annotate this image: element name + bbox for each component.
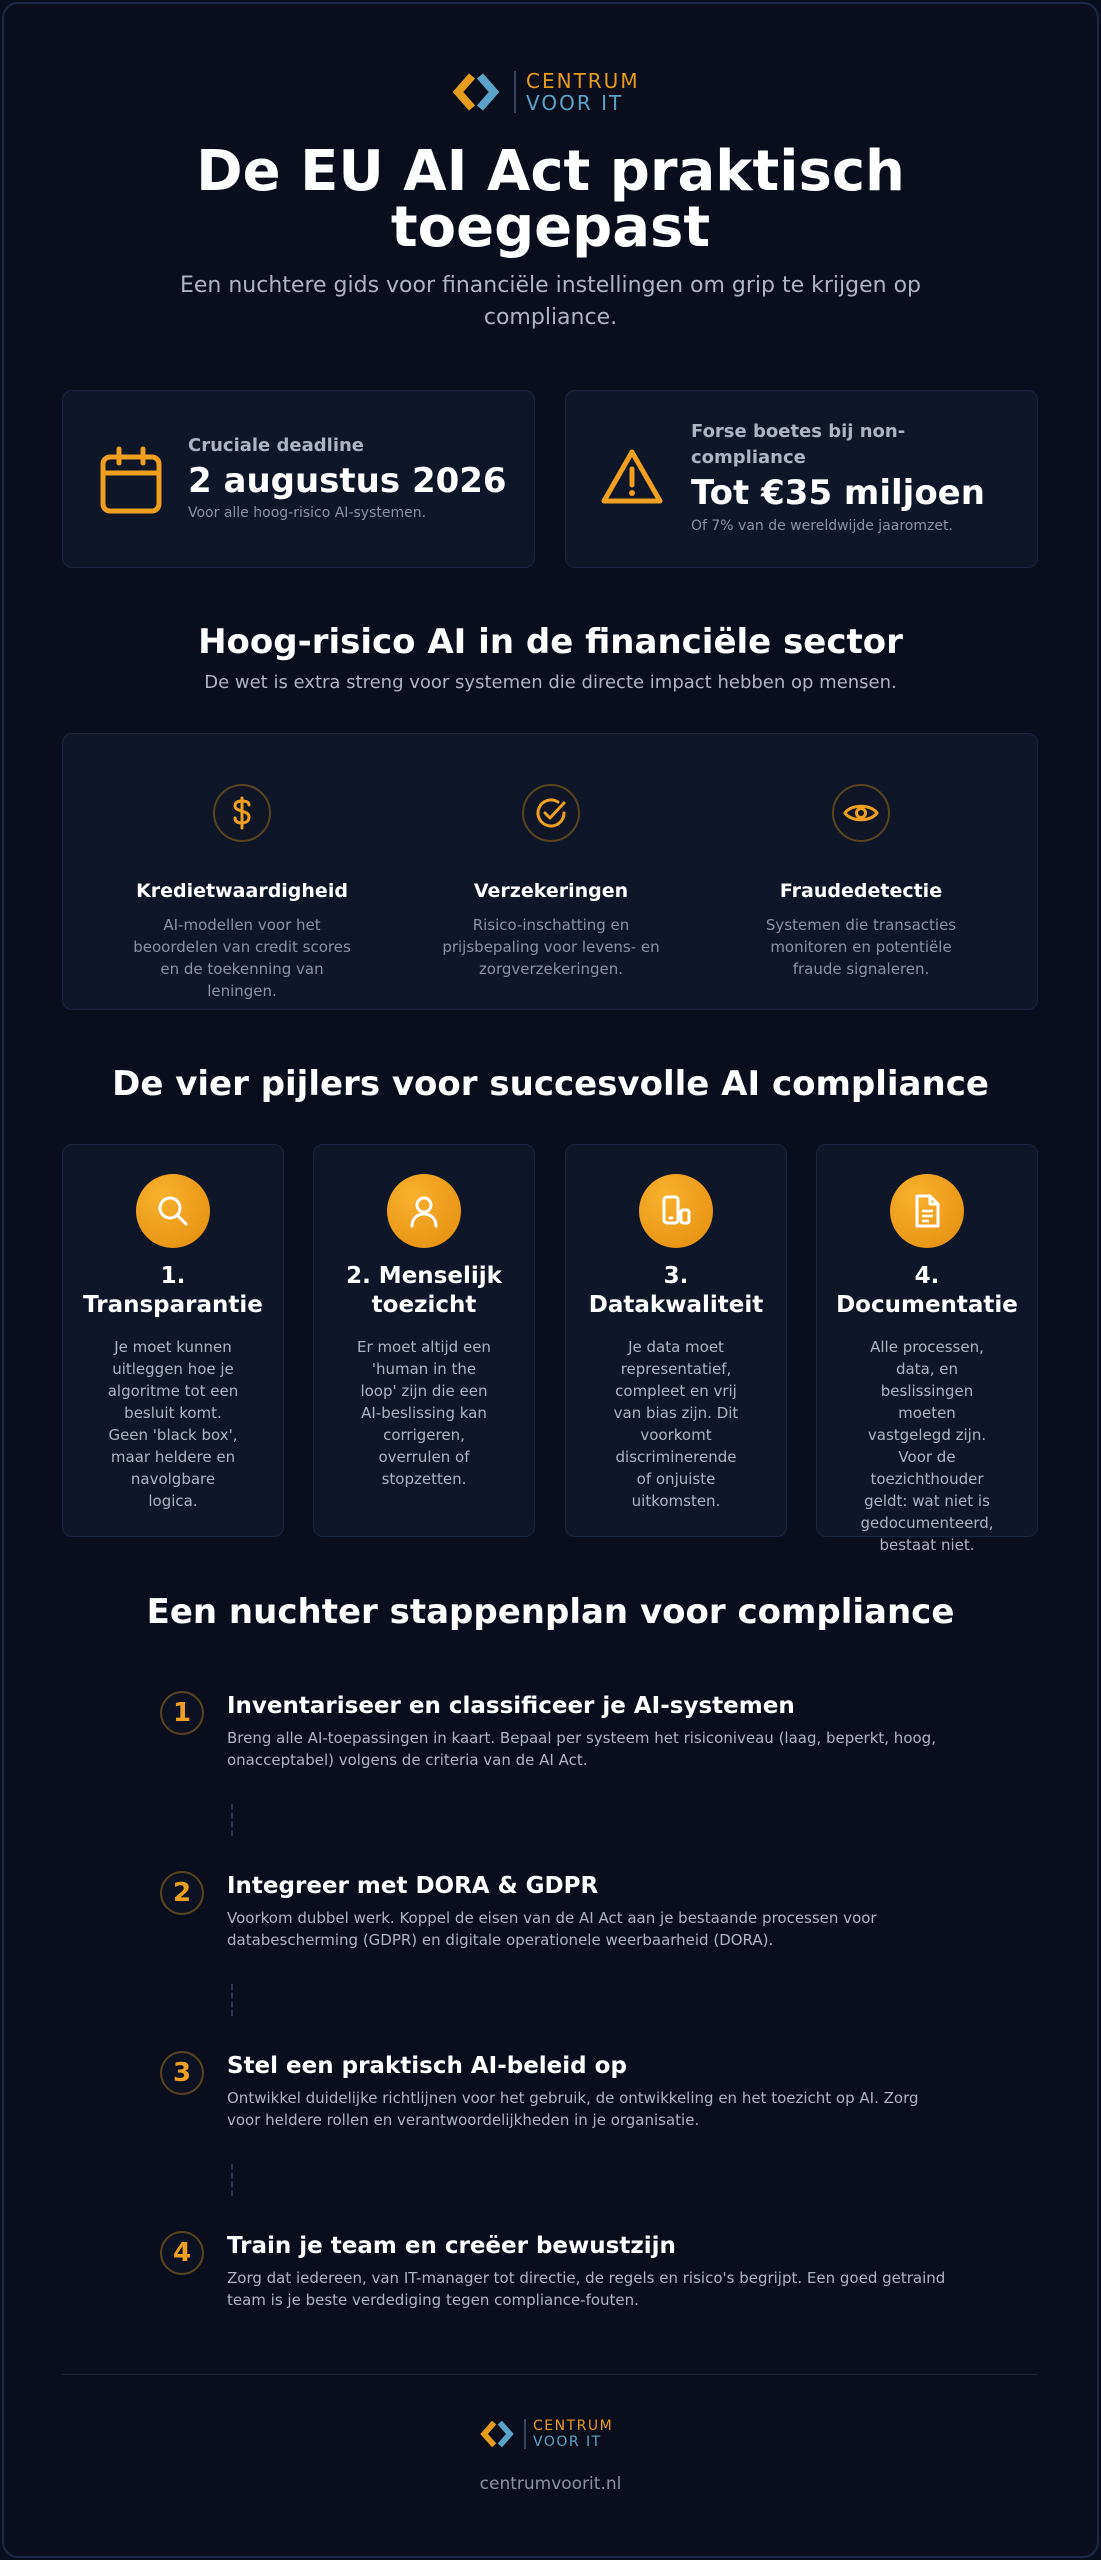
step-number: 2 <box>160 1871 204 1915</box>
step-desc: Ontwikkel duidelijke richtlijnen voor het gebruik, de ontwikkeling en het toezicht op AI. Zorg voor heldere rollen en verantwoordelijkheden in je organisatie. <box>227 2089 919 2129</box>
footer-link[interactable]: centrumvoorit.nl <box>479 2474 622 2494</box>
step-desc: Zorg dat iedereen, van IT-manager tot directie, de regels en risico's begrijpt. Een goed getraind team is je beste verdediging tegen compliance-fouten. <box>227 2269 946 2309</box>
footer-divider <box>62 2374 1038 2375</box>
step-4 <box>160 2231 960 2321</box>
plan-title: Een nuchter stappenplan voor compliance <box>146 1592 955 1632</box>
footer-brand-line2: VOOR IT <box>533 2434 602 2450</box>
pillars-title: De vier pijlers voor succesvolle AI compliance <box>112 1064 989 1104</box>
fines-value: Tot €35 miljoen <box>691 473 985 513</box>
chevrons-logo-icon <box>448 70 504 114</box>
sector-credit: Kredietwaardigheid AI-modellen voor het beoordelen van credit scores en de toekenning van leningen. <box>112 784 372 1002</box>
fines-note: Of 7% van de wereldwijde jaaromzet. <box>691 518 953 534</box>
step-1 <box>160 1691 960 1781</box>
highrisk-title: Hoog-risico AI in de financiële sector <box>198 622 903 662</box>
pillar-oversight: 2. Menselijk toezicht Er moet altijd een 'human in the loop' zijn die een AI-beslissing kan corrigeren, overrulen of stopzetten. <box>313 1144 535 1537</box>
brand-line1: CENTRUM <box>526 69 640 93</box>
step-connector <box>231 1804 233 1836</box>
pillar-transparency: 1. Transparantie Je moet kunnen uitleggen hoe je algoritme tot een besluit komt. Geen 'black box', maar heldere en navolgbare logica. <box>62 1144 284 1537</box>
step-number: 3 <box>160 2051 204 2095</box>
step-connector <box>231 2164 233 2196</box>
page-subtitle: Een nuchtere gids voor financiële instellingen om grip te krijgen op compliance. <box>179 273 922 330</box>
page-title: De EU AI Act praktisch toegepast <box>196 139 905 260</box>
deadline-note: Voor alle hoog-risico AI-systemen. <box>188 505 427 521</box>
deadline-value: 2 augustus 2026 <box>188 461 507 501</box>
eye-icon <box>832 784 890 842</box>
deadline-card <box>62 390 535 568</box>
pillar-data-quality: 3. Datakwaliteit Je data moet representatief, compleet en vrij van bias zijn. Dit voorkomt discriminerende of onjuiste uitkomsten. <box>565 1144 787 1537</box>
search-icon <box>136 1174 210 1248</box>
brand-line2: VOOR IT <box>526 91 624 115</box>
step-number: 4 <box>160 2231 204 2275</box>
document-icon <box>890 1174 964 1248</box>
fines-label: Forse boetes bij non-compliance <box>691 421 906 468</box>
step-title: Integreer met DORA & GDPR <box>227 1873 599 1899</box>
sector-insurance: Verzekeringen Risico-inschatting en prijsbepaling voor levens- en zorgverzekeringen. <box>421 784 681 980</box>
highrisk-panel <box>62 733 1038 1010</box>
person-icon <box>387 1174 461 1248</box>
calendar-icon <box>99 445 163 519</box>
footer-logo <box>477 2418 613 2450</box>
step-2 <box>160 1871 960 1961</box>
pillar-documentation: 4. Documentatie Alle processen, data, en beslissingen moeten vastgelegd zijn. Voor de toezichthouder geldt: wat niet is gedocumenteerd, bestaat niet. <box>816 1144 1038 1537</box>
step-desc: Voorkom dubbel werk. Koppel de eisen van de AI Act aan je bestaande processen voor databescherming (GDPR) en digitale operationele weerbaarheid (DORA). <box>227 1909 877 1949</box>
step-title: Inventariseer en classificeer je AI-systemen <box>227 1693 795 1719</box>
devices-icon <box>639 1174 713 1248</box>
step-number: 1 <box>160 1691 204 1735</box>
footer-brand-line1: CENTRUM <box>533 2418 614 2434</box>
step-title: Stel een praktisch AI-beleid op <box>227 2053 627 2079</box>
brand-logo <box>448 70 640 114</box>
step-3 <box>160 2051 960 2141</box>
dollar-icon <box>213 784 271 842</box>
highrisk-subtitle: De wet is extra streng voor systemen die directe impact hebben op mensen. <box>204 672 897 693</box>
step-title: Train je team en creëer bewustzijn <box>227 2233 676 2259</box>
warning-icon <box>600 447 664 511</box>
deadline-label: Cruciale deadline <box>188 435 365 456</box>
step-desc: Breng alle AI-toepassingen in kaart. Bepaal per systeem het risiconiveau (laag, beperkt, hoog, onacceptabel) volgens de criteria van de AI Act. <box>227 1729 936 1769</box>
check-circle-icon <box>522 784 580 842</box>
step-connector <box>231 1984 233 2016</box>
chevrons-logo-icon <box>477 2418 517 2450</box>
fines-card <box>565 390 1038 568</box>
sector-fraud: Fraudedetectie Systemen die transacties monitoren en potentiële fraude signaleren. <box>731 784 991 980</box>
